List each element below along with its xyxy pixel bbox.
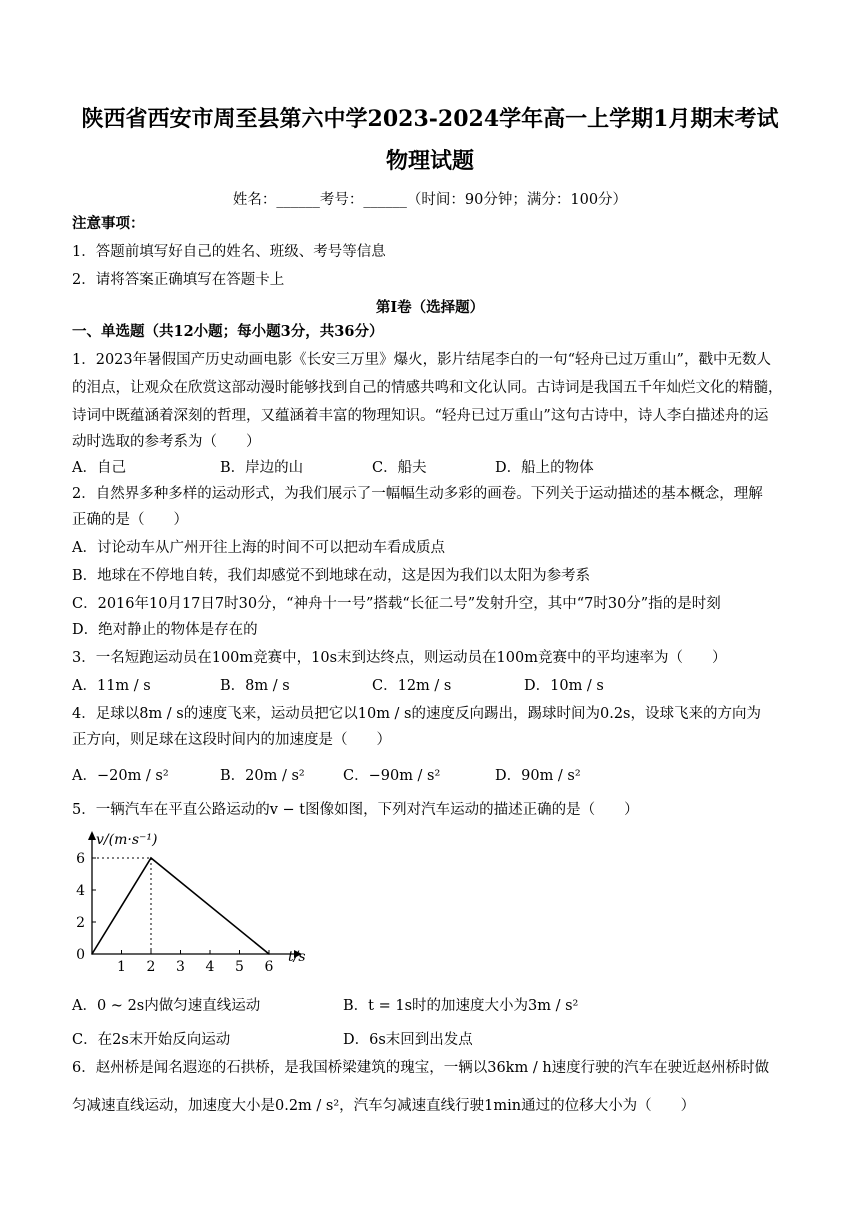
question-1-option-d: D．船上的物体 [495,460,594,476]
data-point [268,953,270,955]
question-4-line: 正方向，则足球在这段时间内的加速度是（ ） [72,732,391,748]
y-tick-label: 4 [76,883,85,899]
question-1-line: 的泪点，让观众在欣赏这部动漫时能够找到自己的情感共鸣和文化认同。古诗词是我国五千年灿烂文化的精髓， [72,380,783,396]
question-2-option-a: A．讨论动车从广州开往上海的时间不可以把动车看成质点 [72,540,445,556]
exam-info-line: 姓名：______考号：______（时间：90分钟；满分：100分） [232,192,628,208]
exam-subtitle: 物理试题 [385,148,474,174]
question-2-line: 正确的是（ ） [72,512,188,528]
question-1-line: 1．2023年暑假国产历史动画电影《长安三万里》爆火，影片结尾李白的一句“轻舟已过万重山”，戳中无数人 [72,352,771,368]
part-title: 第I卷（选择题） [375,299,485,316]
question-3-option-b: B．8m / s [220,678,290,694]
question-2-line: 2．自然界多种多样的运动形式，为我们展示了一幅幅生动多彩的画卷。下列关于运动描述的基本概念，理解 [72,486,763,502]
question-5-line: 5．一辆汽车在平直公路运动的v − t图像如图，下列对汽车运动的描述正确的是（ ） [72,802,639,818]
question-3-option-d: D．10m / s [524,678,604,694]
x-tick-label: 6 [264,959,274,975]
x-tick-label: 4 [205,959,215,975]
x-tick-label: 1 [117,959,126,975]
question-1-line: 动时选取的参考系为（ ） [72,434,261,450]
question-5-option-b: B．t = 1s时的加速度大小为3m / s² [343,998,579,1014]
y-tick-label: 2 [76,915,85,931]
notes-item: 2．请将答案正确填写在答题卡上 [72,272,285,288]
x-tick-label: 3 [176,959,185,975]
velocity-line [92,858,269,954]
question-6-line: 6．赵州桥是闻名遐迩的石拱桥，是我国桥梁建筑的瑰宝，一辆以36km / h速度行驶的汽车在驶近赵州桥时做 [72,1060,770,1076]
question-3-line: 3．一名短跑运动员在100m竞赛中，10s末到达终点，则运动员在100m竞赛中的平均速率为（ ） [72,650,727,666]
exam-title: 陕西省西安市周至县第六中学2023-2024学年高一上学期1月期末考试 [81,106,779,132]
x-tick-label: 2 [146,959,156,975]
question-1-line: 诗词中既蕴涵着深刻的哲理，又蕴涵着丰富的物理知识。“轻舟已过万重山”这句古诗中，诗人李白描述舟的运 [72,408,769,424]
y-tick-label: 6 [76,851,85,867]
y-tick-label: 0 [76,947,85,963]
question-1-option-c: C．船夫 [372,460,427,476]
question-4-option-b: B．20m / s² [220,768,305,784]
question-4-option-a: A．−20m / s² [72,768,169,784]
y-axis-label: v/(m·s⁻¹) [96,832,158,848]
y-axis-arrow [88,831,96,840]
question-4-line: 4．足球以8m / s的速度飞来，运动员把它以10m / s的速度反向踢出，踢球时间为0.2s，设球飞来的方向为 [72,706,761,722]
x-tick-label: 5 [235,959,244,975]
question-5-option-d: D．6s末回到出发点 [343,1032,473,1048]
question-2-option-c: C．2016年10月17日7时30分，“神舟十一号”搭载“长征二号”发射升空，其中“7时30分”指的是时刻 [72,596,721,612]
data-point [150,857,152,859]
question-1-option-b: B．岸边的山 [220,460,304,476]
question-3-option-c: C．12m / s [372,678,452,694]
question-2-option-b: B．地球在不停地自转，我们却感觉不到地球在动，这是因为我们以太阳为参考系 [72,568,591,584]
data-point [91,953,93,955]
question-4-option-c: C．−90m / s² [343,768,441,784]
question-1-option-a: A．自己 [72,460,126,476]
vt-graph [72,826,322,978]
notes-item: 1．答题前填写好自己的姓名、班级、考号等信息 [72,244,386,260]
question-5-option-c: C．在2s末开始反向运动 [72,1032,231,1048]
notes-heading: 注意事项： [72,215,145,232]
question-4-option-d: D．90m / s² [495,768,581,784]
question-3-option-a: A．11m / s [72,678,151,694]
question-2-option-d: D．绝对静止的物体是存在的 [72,622,258,638]
question-6-line: 匀减速直线运动，加速度大小是0.2m / s²，汽车匀减速直线行驶1min通过的位移大小为（ ） [72,1098,696,1114]
section-title: 一、单选题（共12小题；每小题3分，共36分） [72,323,384,340]
question-5-option-a: A．0 ~ 2s内做匀速直线运动 [72,998,261,1014]
x-axis-label: t/s [288,949,306,965]
